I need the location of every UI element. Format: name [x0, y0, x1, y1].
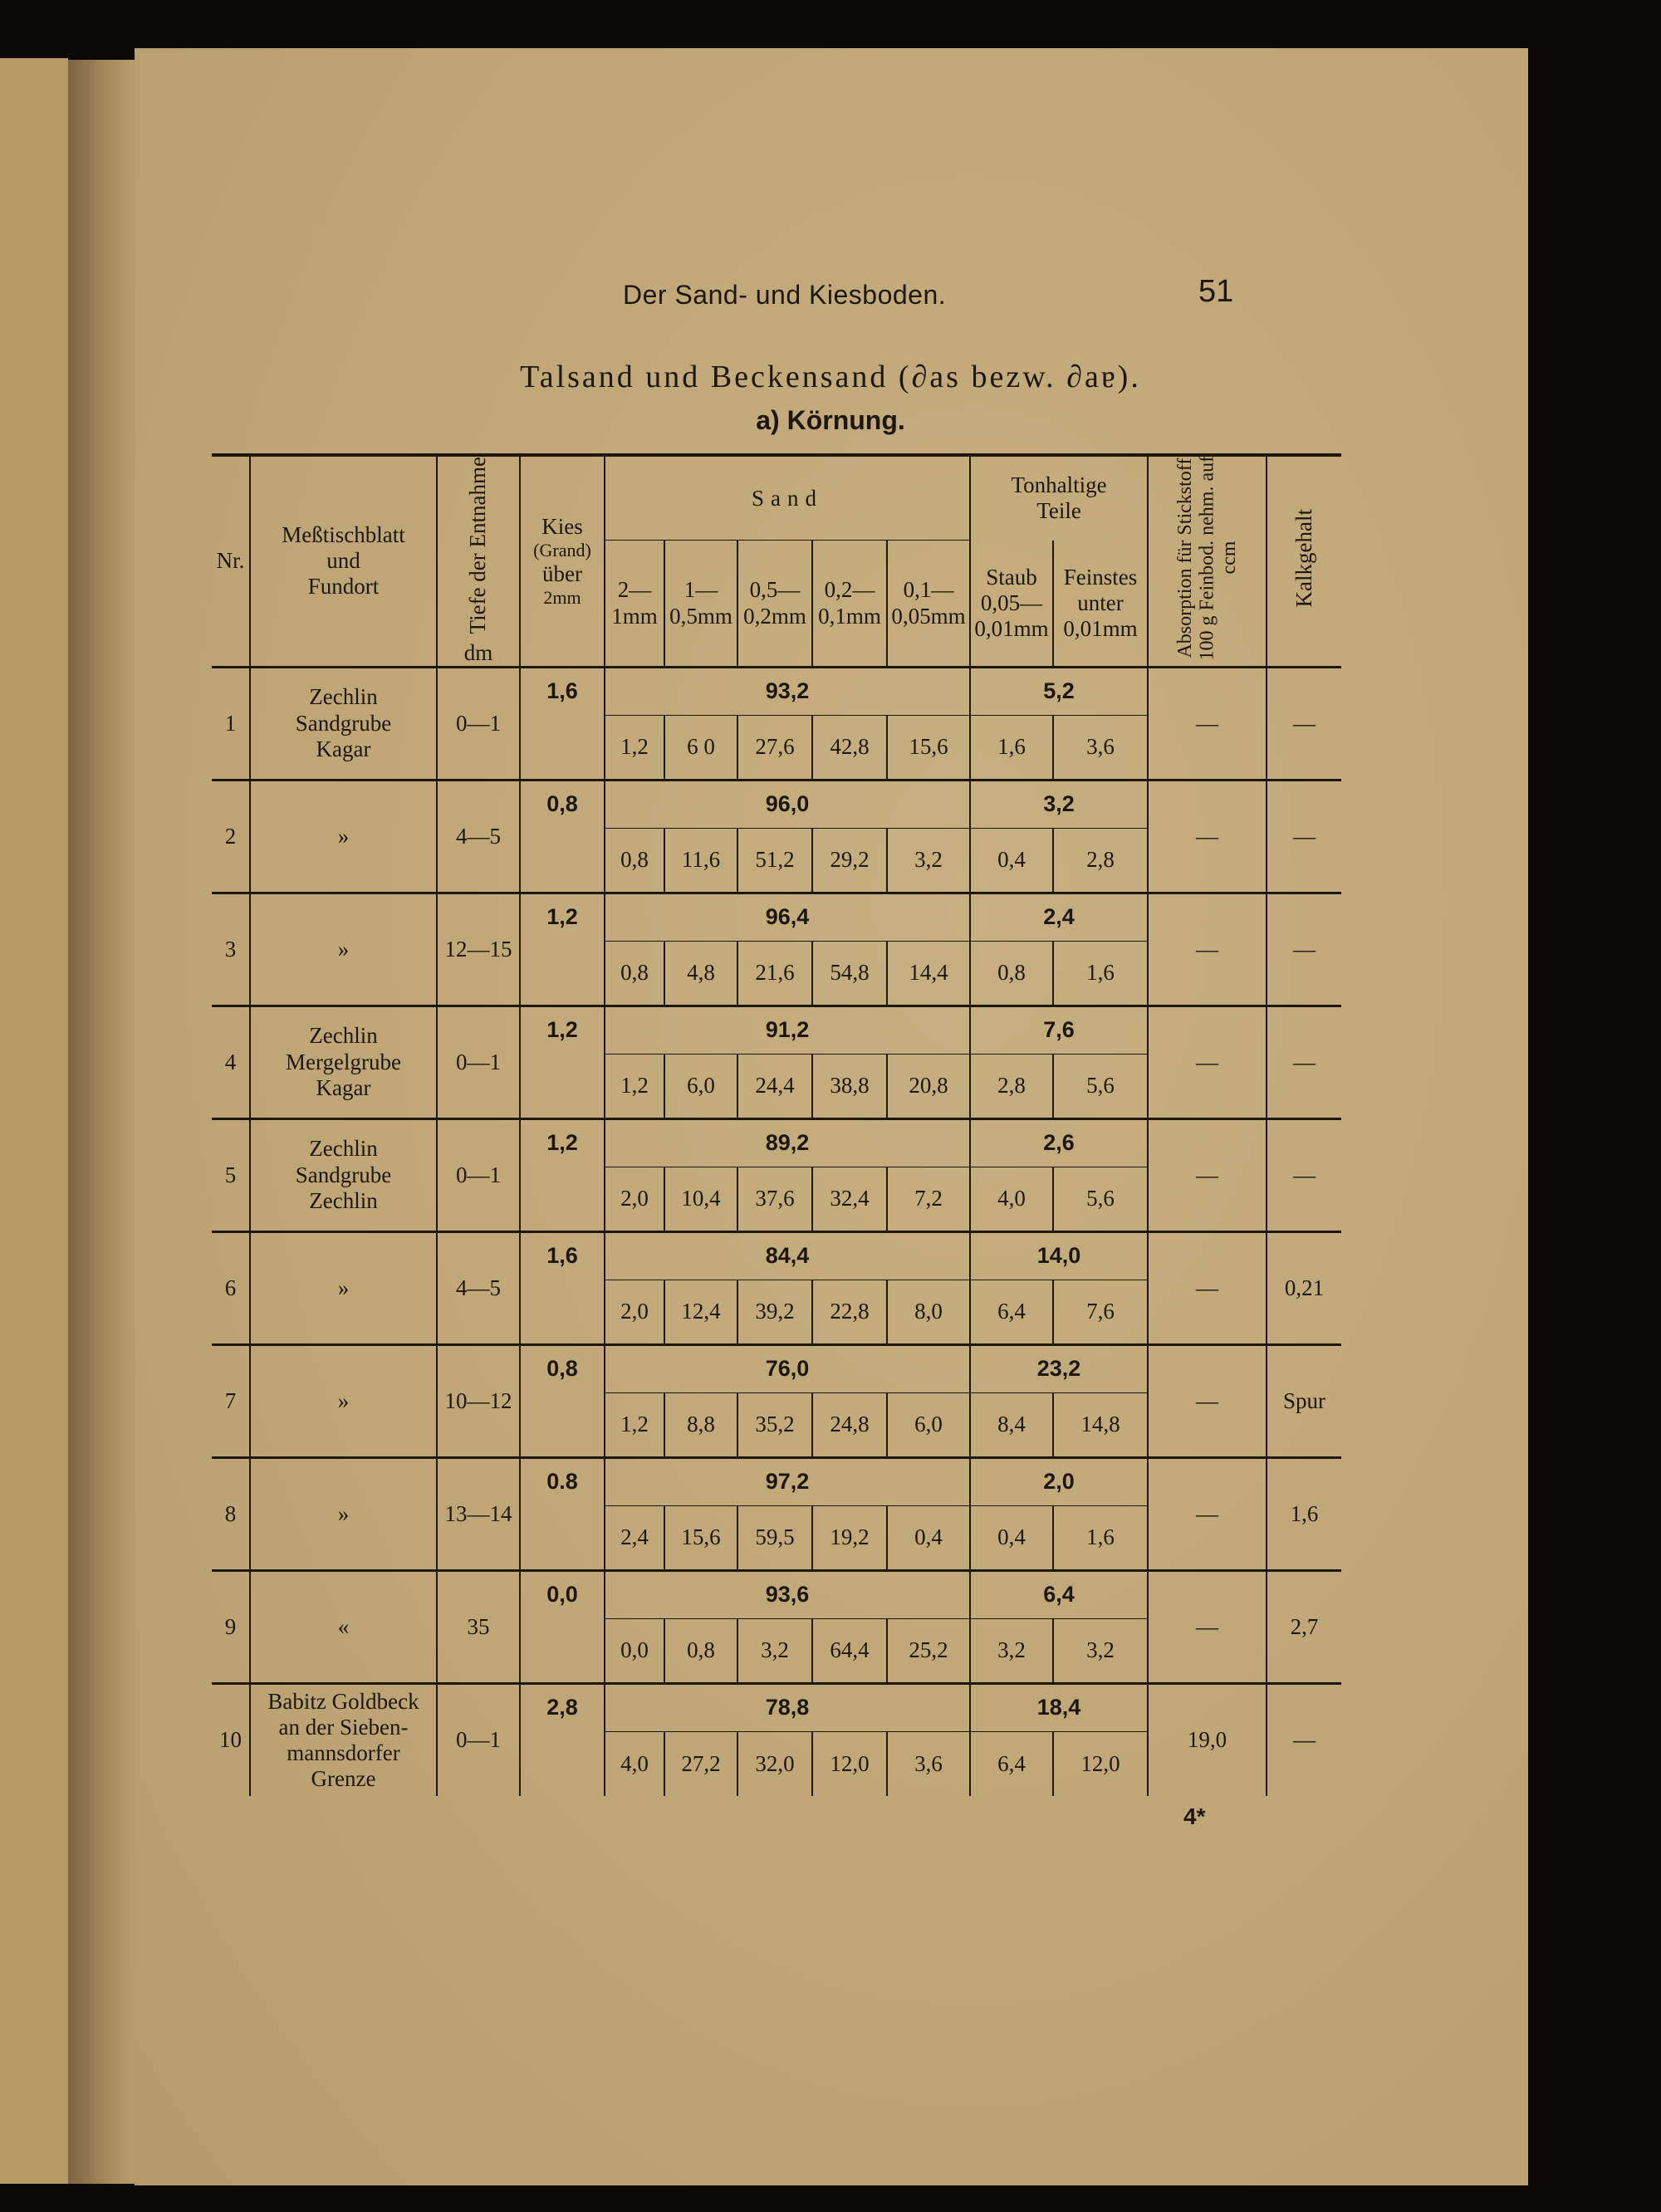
cell-sand-fraction: 15,6 — [664, 1505, 737, 1570]
col-kalkgehalt: Kalkgehalt — [1267, 455, 1341, 667]
table-row — [212, 1006, 1341, 1054]
cell-nr: 10 — [219, 1727, 242, 1753]
cell-sand-total: 97,2 — [605, 1457, 970, 1505]
cell-kalk: 1,6 — [1267, 1457, 1341, 1570]
cell-ton-total: 2,4 — [970, 893, 1148, 941]
cell-absorption: — — [1148, 1344, 1267, 1457]
cell-nr: 3 — [212, 893, 250, 1006]
cell-kalk: 0,21 — [1267, 1231, 1341, 1344]
cell-fundort — [250, 1231, 437, 1344]
cell-nr: 1 — [212, 667, 250, 780]
cell-sand-fraction: 37,6 — [737, 1167, 812, 1231]
cell-fundort — [250, 893, 437, 1006]
cell-sand-fraction: 0,8 — [664, 1618, 737, 1683]
cell-sand-fraction: 1,2 — [605, 715, 664, 780]
cell-absorption: — — [1148, 1457, 1267, 1570]
cell-absorption: — — [1148, 780, 1267, 893]
cell-ton-fraction: 1,6 — [1053, 941, 1148, 1006]
cell-absorption: — — [1148, 667, 1267, 780]
cell-ton-total: 7,6 — [970, 1006, 1148, 1054]
cell-ton-fraction: 4,0 — [970, 1167, 1053, 1231]
cell-ton-fraction: 3,6 — [1053, 715, 1148, 780]
cell-ton-total: 23,2 — [970, 1344, 1148, 1392]
cell-fundort — [250, 667, 437, 780]
cell-kies: 1,6 — [520, 667, 605, 780]
fundort-line: Sandgrube — [295, 710, 392, 736]
cell-fundort — [250, 1344, 437, 1457]
fundort-line: mannsdorfer — [287, 1740, 400, 1765]
cell-sand-fraction: 3,2 — [887, 828, 970, 893]
col-sand-2: 1— 0,5mm — [664, 541, 737, 667]
cell-kalk: — — [1267, 1683, 1341, 1796]
cell-absorption: — — [1148, 1231, 1267, 1344]
cell-sand-fraction: 24,4 — [737, 1054, 812, 1118]
cell-sand-fraction: 22,8 — [812, 1280, 887, 1344]
fundort-line: » — [337, 1500, 350, 1526]
cell-nr: 9 — [212, 1570, 250, 1683]
cell-ton-fraction: 2,8 — [1053, 828, 1148, 893]
cell-sand-fraction: 19,2 — [812, 1505, 887, 1570]
cell-ton-total: 2,6 — [970, 1118, 1148, 1167]
cell-sand-fraction: 8,0 — [887, 1280, 970, 1344]
cell-sand-fraction: 6 0 — [664, 715, 737, 780]
cell-ton-fraction: 1,6 — [970, 715, 1053, 780]
cell-sand-fraction: 0,0 — [605, 1618, 664, 1683]
cell-kalk: — — [1267, 893, 1341, 1006]
cell-ton-fraction: 3,2 — [1053, 1618, 1148, 1683]
cell-sand-fraction: 11,6 — [664, 828, 737, 893]
cell-sand-fraction: 2,0 — [605, 1280, 664, 1344]
cell-sand-fraction: 42,8 — [812, 715, 887, 780]
cell-tiefe: 0—1 — [437, 667, 520, 780]
col-fundort: Meßtischblatt und Fundort — [250, 455, 437, 667]
cell-sand-total: 96,4 — [605, 893, 970, 941]
table-row — [212, 1570, 1341, 1618]
cell-fundort — [250, 1570, 437, 1683]
cell-sand-fraction: 32,0 — [737, 1731, 812, 1796]
col-tiefe: Tiefe der Entnahme dm — [437, 455, 520, 667]
cell-fundort — [250, 1683, 437, 1796]
cell-fundort — [250, 780, 437, 893]
table-row — [212, 1683, 1341, 1731]
cell-kies: 0.8 — [520, 1457, 605, 1570]
fundort-line: Zechlin — [309, 1023, 378, 1049]
cell-kalk: — — [1267, 1118, 1341, 1231]
cell-ton-fraction: 5,6 — [1053, 1054, 1148, 1118]
cell-sand-fraction: 27,2 — [664, 1731, 737, 1796]
cell-ton-total: 2,0 — [970, 1457, 1148, 1505]
fundort-line: » — [337, 936, 350, 962]
cell-ton-fraction: 5,6 — [1053, 1167, 1148, 1231]
cell-tiefe: 13—14 — [437, 1457, 520, 1570]
fundort-line: Mergelgrube — [286, 1049, 401, 1074]
cell-ton-fraction: 0,4 — [970, 828, 1053, 893]
col-sand-5: 0,1— 0,05mm — [887, 541, 970, 667]
cell-sand-fraction: 29,2 — [812, 828, 887, 893]
cell-sand-fraction: 12,4 — [664, 1280, 737, 1344]
col-sand-4: 0,2— 0,1mm — [812, 541, 887, 667]
cell-ton-fraction: 1,6 — [1053, 1505, 1148, 1570]
cell-ton-fraction: 8,4 — [970, 1392, 1053, 1457]
cell-kies: 1,2 — [520, 1118, 605, 1231]
col-feinstes: Feinstes unter 0,01mm — [1053, 541, 1148, 667]
cell-tiefe: 10—12 — [437, 1344, 520, 1457]
running-head: Der Sand- und Kiesboden. — [623, 280, 947, 310]
cell-ton-fraction: 12,0 — [1053, 1731, 1148, 1796]
cell-tiefe: 12—15 — [437, 893, 520, 1006]
cell-tiefe: 0—1 — [437, 1683, 520, 1796]
col-staub: Staub 0,05— 0,01mm — [970, 541, 1053, 667]
cell-sand-fraction: 20,8 — [887, 1054, 970, 1118]
cell-ton-total: 5,2 — [970, 667, 1148, 715]
cell-sand-total: 93,2 — [605, 667, 970, 715]
cell-fundort — [250, 1457, 437, 1570]
cell-absorption: — — [1148, 1118, 1267, 1231]
col-kies: Kies (Grand) über 2mm — [520, 455, 605, 667]
cell-sand-fraction: 59,5 — [737, 1505, 812, 1570]
cell-sand-fraction: 8,8 — [664, 1392, 737, 1457]
fundort-line: Sandgrube — [295, 1162, 392, 1187]
fundort-line: » — [337, 1275, 350, 1300]
table-row — [212, 1344, 1341, 1392]
cell-kies: 1,2 — [520, 893, 605, 1006]
table-row — [212, 780, 1341, 828]
header-row-1 — [212, 455, 1341, 541]
table-row — [212, 667, 1341, 715]
cell-ton-fraction: 14,8 — [1053, 1392, 1148, 1457]
cell-sand-fraction: 25,2 — [887, 1618, 970, 1683]
cell-ton-fraction: 0,8 — [970, 941, 1053, 1006]
cell-sand-total: 78,8 — [605, 1683, 970, 1731]
cell-sand-fraction: 32,4 — [812, 1167, 887, 1231]
fundort-line: « — [337, 1613, 350, 1639]
cell-sand-total: 96,0 — [605, 780, 970, 828]
fundort-line: Zechlin — [309, 1187, 378, 1213]
cell-sand-fraction: 21,6 — [737, 941, 812, 1006]
col-tonhaltige: Tonhaltige Teile — [970, 455, 1148, 541]
cell-nr: 4 — [212, 1006, 250, 1118]
cell-sand-fraction: 15,6 — [887, 715, 970, 780]
fundort-line: an der Sieben- — [278, 1714, 409, 1740]
page-number: 51 — [1198, 274, 1234, 309]
cell-kies: 1,6 — [520, 1231, 605, 1344]
cell-sand-fraction: 6,0 — [887, 1392, 970, 1457]
col-sand-3: 0,5— 0,2mm — [737, 541, 812, 667]
cell-ton-fraction: 7,6 — [1053, 1280, 1148, 1344]
cell-kies: 0,8 — [520, 780, 605, 893]
cell-kies: 1,2 — [520, 1006, 605, 1118]
cell-tiefe: 35 — [437, 1570, 520, 1683]
signature-mark: 4* — [1183, 1803, 1206, 1829]
cell-sand-fraction: 24,8 — [812, 1392, 887, 1457]
cell-sand-fraction: 64,4 — [812, 1618, 887, 1683]
cell-sand-fraction: 39,2 — [737, 1280, 812, 1344]
table-body — [212, 667, 1341, 1796]
table-subtitle: a) Körnung. — [756, 405, 905, 435]
cell-sand-fraction: 1,2 — [605, 1392, 664, 1457]
koernung-table — [212, 453, 1341, 1796]
cell-absorption: — — [1148, 893, 1267, 1006]
cell-sand-fraction: 54,8 — [812, 941, 887, 1006]
cell-kies: 0,0 — [520, 1570, 605, 1683]
cell-kalk: — — [1267, 780, 1341, 893]
cell-sand-total: 91,2 — [605, 1006, 970, 1054]
fundort-line: » — [337, 1387, 350, 1413]
cell-sand-fraction: 2,4 — [605, 1505, 664, 1570]
cell-tiefe: 0—1 — [437, 1118, 520, 1231]
cell-sand-fraction: 4,8 — [664, 941, 737, 1006]
col-nr: Nr. — [212, 455, 250, 667]
table-row — [212, 1231, 1341, 1280]
cell-sand-fraction: 7,2 — [887, 1167, 970, 1231]
cell-ton-fraction: 2,8 — [970, 1054, 1053, 1118]
cell-fundort — [250, 1006, 437, 1118]
cell-ton-fraction: 3,2 — [970, 1618, 1053, 1683]
cell-sand-fraction: 51,2 — [737, 828, 812, 893]
cell-kalk: — — [1267, 1006, 1341, 1118]
fundort-line: Grenze — [311, 1765, 376, 1791]
fundort-line: Kagar — [316, 1074, 371, 1100]
fundort-line: Zechlin — [309, 684, 378, 710]
cell-kies: 0,8 — [520, 1344, 605, 1457]
cell-ton-total: 14,0 — [970, 1231, 1148, 1280]
cell-sand-fraction: 2,0 — [605, 1167, 664, 1231]
table-row — [212, 1457, 1341, 1505]
cell-kalk: — — [1267, 667, 1341, 780]
cell-sand-fraction: 0,4 — [887, 1505, 970, 1570]
table-title: Talsand und Beckensand (∂as bezw. ∂aɐ). — [520, 360, 1141, 394]
fundort-line: Babitz Goldbeck — [267, 1688, 419, 1714]
cell-ton-total: 3,2 — [970, 780, 1148, 828]
cell-nr: 5 — [212, 1118, 250, 1231]
cell-sand-fraction: 27,6 — [737, 715, 812, 780]
cell-tiefe: 4—5 — [437, 1231, 520, 1344]
cell-fundort — [250, 1118, 437, 1231]
cell-sand-fraction: 14,4 — [887, 941, 970, 1006]
table-row — [212, 893, 1341, 941]
cell-sand-fraction: 3,6 — [887, 1731, 970, 1796]
cell-sand-fraction: 0,8 — [605, 828, 664, 893]
cell-sand-fraction: 1,2 — [605, 1054, 664, 1118]
cell-ton-fraction: 0,4 — [970, 1505, 1053, 1570]
col-absorption: Absorption für Stickstoff 100 g Feinbod. nehm. auf ccm — [1148, 455, 1267, 667]
cell-ton-fraction: 6,4 — [970, 1731, 1053, 1796]
fundort-line: » — [337, 823, 350, 849]
cell-sand-total: 84,4 — [605, 1231, 970, 1280]
cell-sand-fraction: 6,0 — [664, 1054, 737, 1118]
cell-absorption: — — [1148, 1006, 1267, 1118]
cell-nr: 8 — [212, 1457, 250, 1570]
col-sand-1: 2— 1mm — [605, 541, 664, 667]
cell-sand-total: 89,2 — [605, 1118, 970, 1167]
cell-kalk: 2,7 — [1267, 1570, 1341, 1683]
fundort-line: Zechlin — [309, 1136, 378, 1162]
col-sand: Sand — [605, 455, 970, 541]
cell-sand-total: 76,0 — [605, 1344, 970, 1392]
cell-sand-fraction: 38,8 — [812, 1054, 887, 1118]
cell-nr: 6 — [212, 1231, 250, 1344]
cell-sand-fraction: 0,8 — [605, 941, 664, 1006]
cell-ton-total: 18,4 — [970, 1683, 1148, 1731]
table-row — [212, 1118, 1341, 1167]
cell-tiefe: 0—1 — [437, 1006, 520, 1118]
cell-nr: 7 — [212, 1344, 250, 1457]
cell-nr: 2 — [212, 780, 250, 893]
cell-kies: 2,8 — [520, 1683, 605, 1796]
cell-ton-total: 6,4 — [970, 1570, 1148, 1618]
cell-absorption: 19,0 — [1148, 1683, 1267, 1796]
cell-sand-fraction: 35,2 — [737, 1392, 812, 1457]
cell-kalk: Spur — [1267, 1344, 1341, 1457]
cell-sand-total: 93,6 — [605, 1570, 970, 1618]
cell-sand-fraction: 4,0 — [605, 1731, 664, 1796]
cell-sand-fraction: 10,4 — [664, 1167, 737, 1231]
cell-absorption: — — [1148, 1570, 1267, 1683]
cell-sand-fraction: 3,2 — [737, 1618, 812, 1683]
fundort-line: Kagar — [316, 736, 371, 761]
cell-ton-fraction: 6,4 — [970, 1280, 1053, 1344]
cell-sand-fraction: 12,0 — [812, 1731, 887, 1796]
cell-tiefe: 4—5 — [437, 780, 520, 893]
